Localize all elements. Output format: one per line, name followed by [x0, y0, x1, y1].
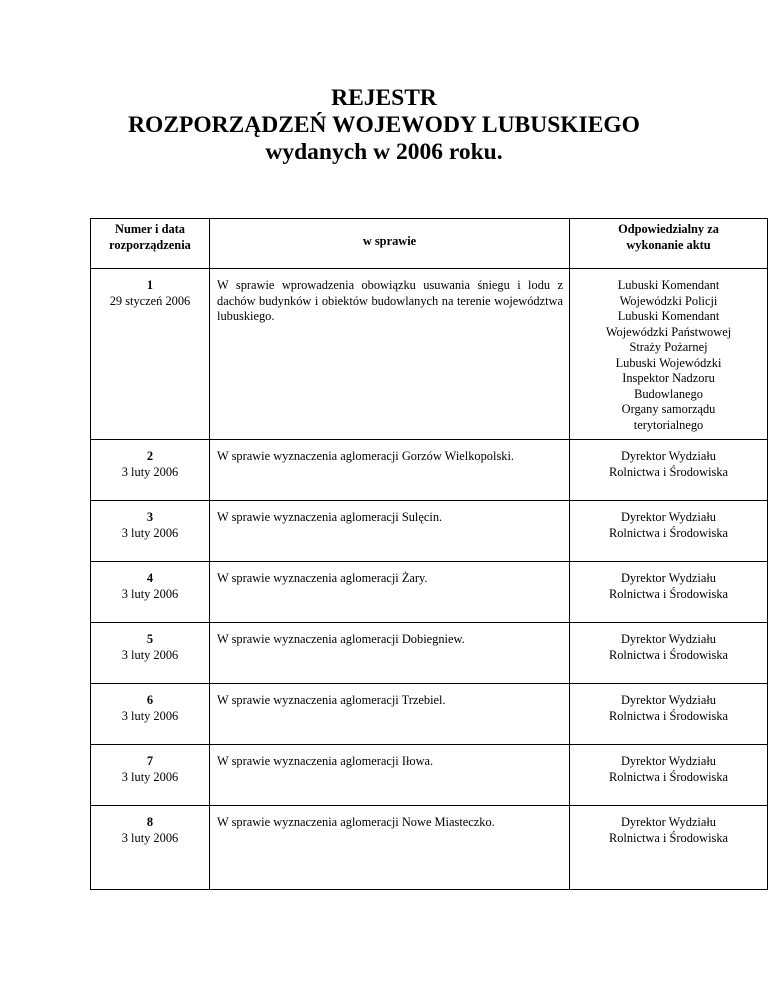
row-number: 2: [146, 449, 154, 463]
row-responsible: [570, 440, 768, 501]
responsible-line: Dyrektor Wydziału: [620, 510, 717, 524]
document-title: [0, 85, 768, 166]
row-date: 3 luty 2006: [121, 586, 179, 601]
row-subject: W sprawie wyznaczenia aglomeracji Nowe Miasteczko.: [210, 806, 570, 890]
responsible-line: Lubuski Wojewódzki: [615, 355, 722, 370]
responsible-line: Dyrektor Wydziału: [620, 571, 717, 585]
row-number: 7: [146, 754, 154, 768]
title-line-3: wydanych w 2006 roku.: [265, 139, 503, 165]
responsible-line: Dyrektor Wydziału: [620, 693, 717, 707]
row-date: 3 luty 2006: [121, 525, 179, 540]
row-number-date: [91, 745, 210, 806]
header-responsible-line2: wykonanie aktu: [626, 237, 711, 252]
row-responsible: [570, 269, 768, 440]
table-row: [91, 623, 768, 684]
row-date: 3 luty 2006: [121, 708, 179, 723]
row-number-date: [91, 684, 210, 745]
table-row: [91, 440, 768, 501]
responsible-line: Rolnictwa i Środowiska: [608, 525, 729, 540]
row-subject: W sprawie wyznaczenia aglomeracji Żary.: [210, 562, 570, 623]
responsible-line: Organy samorządu: [621, 402, 716, 416]
responsible-line: terytorialnego: [633, 417, 704, 432]
row-subject: W sprawie wyznaczenia aglomeracji Gorzów Wielkopolski.: [210, 440, 570, 501]
register-table: [90, 218, 768, 890]
row-subject: W sprawie wyznaczenia aglomeracji Trzebiel.: [210, 684, 570, 745]
responsible-line: Dyrektor Wydziału: [620, 632, 717, 646]
row-responsible: [570, 623, 768, 684]
row-responsible: [570, 806, 768, 890]
row-number-date: [91, 440, 210, 501]
responsible-line: Rolnictwa i Środowiska: [608, 464, 729, 479]
row-number: 5: [146, 632, 154, 646]
row-responsible: [570, 684, 768, 745]
row-responsible: [570, 501, 768, 562]
row-subject: W sprawie wyznaczenia aglomeracji Dobiegniew.: [210, 623, 570, 684]
row-number: 3: [146, 510, 154, 524]
responsible-line: Rolnictwa i Środowiska: [608, 769, 729, 784]
responsible-line: Budowlanego: [634, 386, 703, 401]
header-subject-label: w sprawie: [362, 234, 417, 248]
responsible-line: Wojewódzki Policji: [619, 293, 718, 308]
row-date: 29 styczeń 2006: [109, 293, 191, 308]
responsible-line: Lubuski Komendant: [617, 278, 720, 292]
header-responsible-line1: Odpowiedzialny za: [618, 222, 719, 236]
row-subject: W sprawie wyznaczenia aglomeracji Iłowa.: [210, 745, 570, 806]
header-subject: [210, 219, 570, 269]
header-number-date-line2: rozporządzenia: [109, 237, 191, 252]
row-date: 3 luty 2006: [121, 647, 179, 662]
responsible-line: Dyrektor Wydziału: [620, 815, 717, 829]
row-date: 3 luty 2006: [121, 769, 179, 784]
row-number-date: [91, 269, 210, 440]
row-subject: W sprawie wyznaczenia aglomeracji Sulęcin.: [210, 501, 570, 562]
row-subject: W sprawie wprowadzenia obowiązku usuwania śniegu i lodu z dachów budynków i obiektów budowlanych na terenie województwa lubuskiego.: [210, 269, 570, 440]
title-line-1: REJESTR: [331, 85, 437, 111]
row-number-date: [91, 562, 210, 623]
table-row: [91, 806, 768, 890]
row-responsible: [570, 745, 768, 806]
row-responsible: [570, 562, 768, 623]
header-number-date-line1: Numer i data: [115, 222, 185, 236]
responsible-line: Wojewódzki Państwowej: [605, 324, 732, 339]
table-row: [91, 269, 768, 440]
responsible-line: Inspektor Nadzoru: [622, 371, 715, 385]
table-header-row: [91, 219, 768, 269]
row-number: 6: [146, 693, 154, 707]
row-number: 4: [146, 571, 154, 585]
responsible-line: Lubuski Komendant: [617, 309, 720, 323]
row-number: 1: [146, 278, 154, 292]
responsible-line: Rolnictwa i Środowiska: [608, 586, 729, 601]
responsible-line: Rolnictwa i Środowiska: [608, 830, 729, 845]
responsible-line: Dyrektor Wydziału: [620, 449, 717, 463]
row-number-date: [91, 806, 210, 890]
responsible-line: Rolnictwa i Środowiska: [608, 647, 729, 662]
table-row: [91, 684, 768, 745]
table-row: [91, 501, 768, 562]
table-row: [91, 745, 768, 806]
table-row: [91, 562, 768, 623]
row-number-date: [91, 623, 210, 684]
header-number-date: [91, 219, 210, 269]
responsible-line: Straży Pożarnej: [629, 340, 708, 354]
responsible-line: Dyrektor Wydziału: [620, 754, 717, 768]
row-date: 3 luty 2006: [121, 464, 179, 479]
title-line-2: ROZPORZĄDZEŃ WOJEWODY LUBUSKIEGO: [128, 112, 640, 138]
row-number-date: [91, 501, 210, 562]
row-number: 8: [146, 815, 154, 829]
row-date: 3 luty 2006: [121, 830, 179, 845]
header-responsible: [570, 219, 768, 269]
responsible-line: Rolnictwa i Środowiska: [608, 708, 729, 723]
